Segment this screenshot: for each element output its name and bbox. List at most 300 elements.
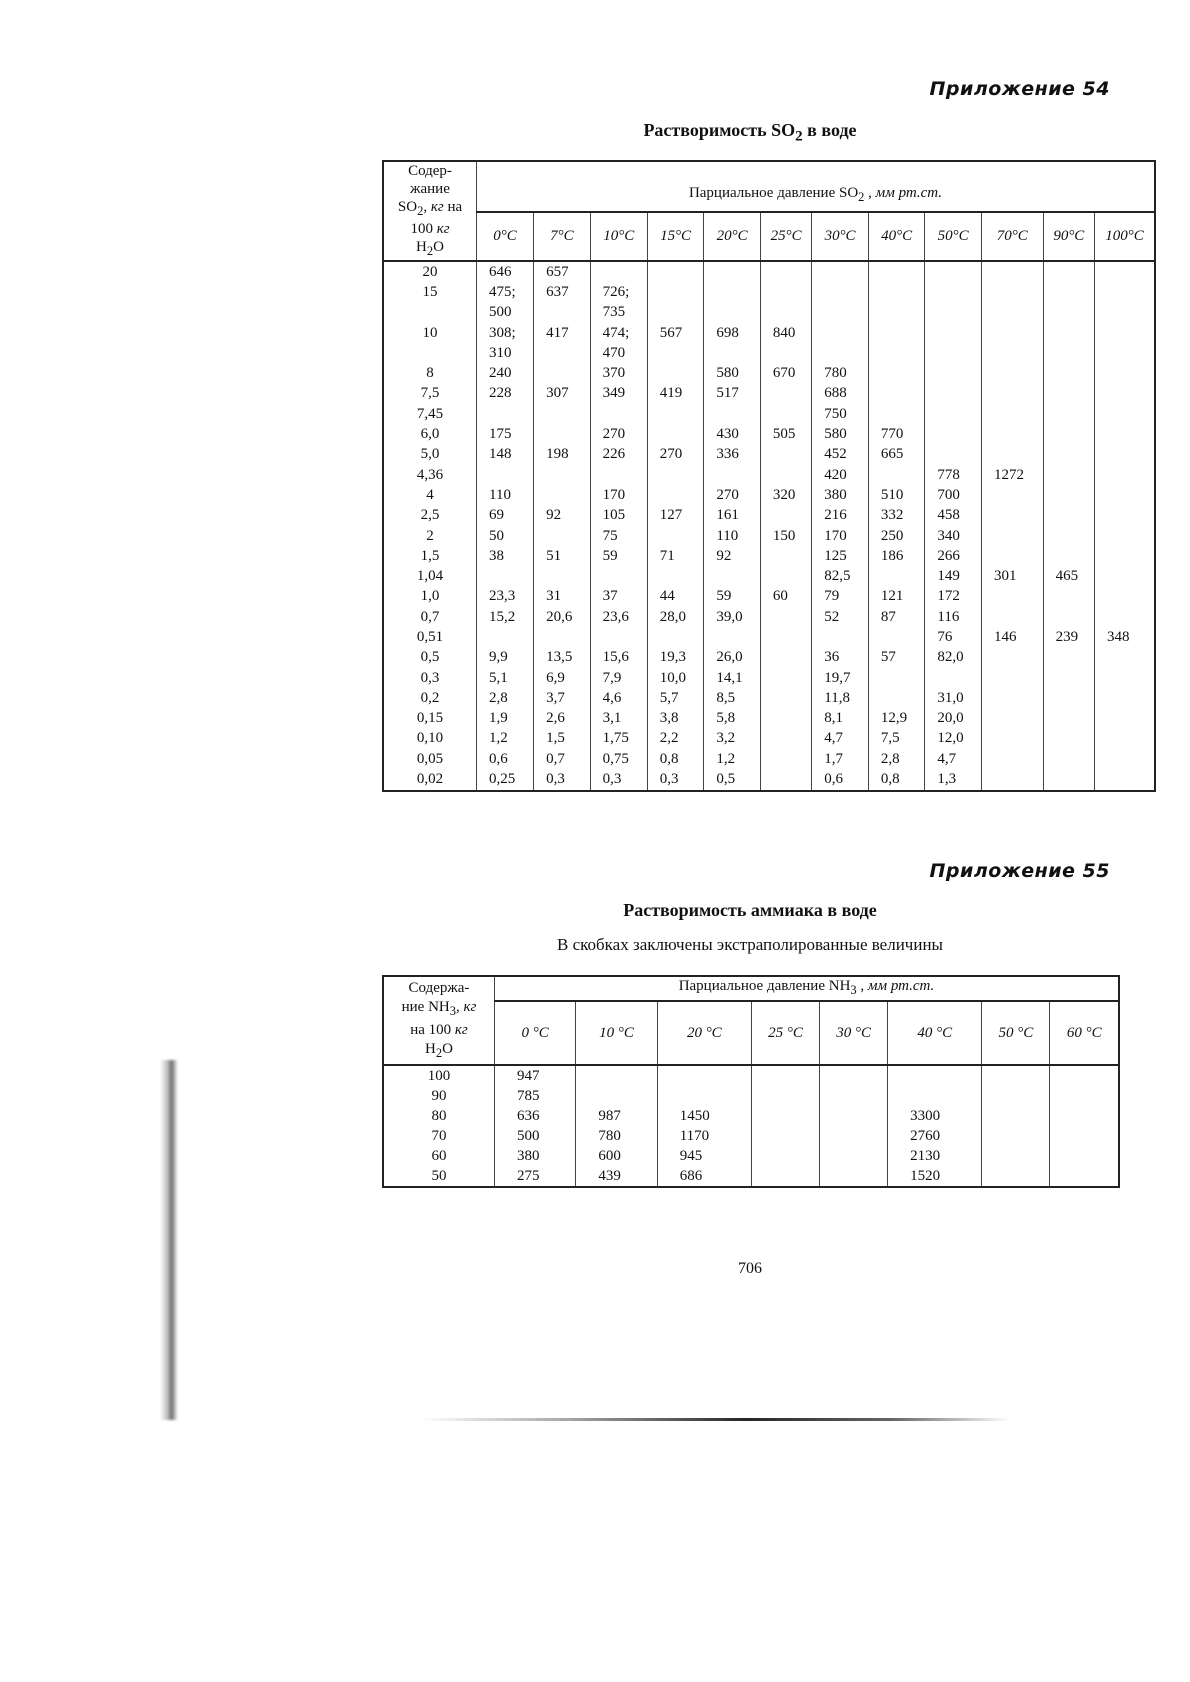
pressure-cell <box>1043 445 1094 465</box>
pressure-cell <box>534 566 591 586</box>
pressure-cell <box>534 363 591 383</box>
pressure-cell <box>1095 384 1155 404</box>
pressure-cell: 13,5 <box>534 648 591 668</box>
table-row <box>383 668 1155 688</box>
pressure-cell <box>925 282 982 302</box>
pressure-cell <box>981 506 1043 526</box>
pressure-cell <box>820 1086 888 1106</box>
pressure-cell <box>981 688 1043 708</box>
content-cell: 0,05 <box>383 749 477 769</box>
pressure-cell <box>1043 465 1094 485</box>
table-row <box>383 404 1155 424</box>
pressure-cell: 3,2 <box>704 729 761 749</box>
pressure-cell: 657 <box>534 261 591 282</box>
pressure-cell <box>704 404 761 424</box>
so2-solubility-table <box>382 160 1156 792</box>
pressure-cell <box>868 363 925 383</box>
pressure-cell: 20,6 <box>534 607 591 627</box>
pressure-cell <box>981 404 1043 424</box>
pressure-cell <box>1050 1086 1119 1106</box>
pressure-cell: 19,3 <box>647 648 704 668</box>
pressure-cell: 320 <box>760 485 811 505</box>
pressure-cell: 69 <box>477 506 534 526</box>
pressure-cell: 2760 <box>888 1126 982 1146</box>
pressure-cell: 474; <box>590 323 647 343</box>
pressure-cell <box>925 323 982 343</box>
pressure-cell <box>1050 1106 1119 1126</box>
pressure-cell: 12,0 <box>925 729 982 749</box>
pressure-cell: 19,7 <box>812 668 869 688</box>
pressure-cell <box>981 343 1043 363</box>
pressure-cell <box>477 465 534 485</box>
content-cell: 5,0 <box>383 445 477 465</box>
pressure-cell: 458 <box>925 506 982 526</box>
pressure-cell <box>925 303 982 323</box>
appendix-55-label: Приложение 55 <box>929 860 1110 882</box>
pressure-cell: 637 <box>534 282 591 302</box>
pressure-cell: 250 <box>868 526 925 546</box>
table-row <box>383 749 1155 769</box>
content-cell: 0,5 <box>383 648 477 668</box>
pressure-cell <box>534 485 591 505</box>
pressure-cell: 226 <box>590 445 647 465</box>
pressure-cell: 4,6 <box>590 688 647 708</box>
pressure-cell <box>1043 261 1094 282</box>
pressure-cell: 1,7 <box>812 749 869 769</box>
pressure-cell: 1170 <box>657 1126 751 1146</box>
pressure-cell: 161 <box>704 506 761 526</box>
table-row <box>383 526 1155 546</box>
pressure-cell <box>1043 729 1094 749</box>
pressure-cell <box>751 1146 819 1166</box>
pressure-cell <box>1095 546 1155 566</box>
pressure-cell: 349 <box>590 384 647 404</box>
content-cell: 90 <box>383 1086 495 1106</box>
pressure-cell: 228 <box>477 384 534 404</box>
pressure-cell <box>812 261 869 282</box>
pressure-cell: 475; <box>477 282 534 302</box>
pressure-cell <box>647 261 704 282</box>
temperature-header: 50°C <box>925 212 982 261</box>
partial-pressure-header: Парциальное давление $SO_2$ , мм рт.ст. <box>477 161 1156 212</box>
pressure-cell <box>647 282 704 302</box>
scan-shadow-artifact <box>160 1060 178 1420</box>
pressure-cell: 8,1 <box>812 709 869 729</box>
pressure-cell <box>1043 587 1094 607</box>
pressure-cell <box>760 729 811 749</box>
pressure-cell: 688 <box>812 384 869 404</box>
content-cell: 0,2 <box>383 688 477 708</box>
pressure-cell <box>1050 1126 1119 1146</box>
appendix-54-label: Приложение 54 <box>929 78 1110 100</box>
pressure-cell <box>1095 424 1155 444</box>
pressure-cell <box>657 1086 751 1106</box>
pressure-cell <box>751 1126 819 1146</box>
pressure-cell <box>1043 485 1094 505</box>
pressure-cell: 510 <box>868 485 925 505</box>
ammonia-solubility-table <box>382 975 1120 1188</box>
pressure-cell <box>647 303 704 323</box>
pressure-cell: 28,0 <box>647 607 704 627</box>
pressure-cell <box>590 465 647 485</box>
pressure-cell <box>981 363 1043 383</box>
pressure-cell: 430 <box>704 424 761 444</box>
pressure-cell: 270 <box>704 485 761 505</box>
pressure-cell <box>1095 465 1155 485</box>
table-row <box>383 506 1155 526</box>
content-cell: 70 <box>383 1126 495 1146</box>
pressure-cell: 348 <box>1095 627 1155 647</box>
pressure-cell <box>981 384 1043 404</box>
pressure-cell: 92 <box>704 546 761 566</box>
content-cell: 1,04 <box>383 566 477 586</box>
pressure-cell: 146 <box>981 627 1043 647</box>
pressure-cell: 670 <box>760 363 811 383</box>
pressure-cell: 0,7 <box>534 749 591 769</box>
pressure-cell: 580 <box>704 363 761 383</box>
pressure-cell: 59 <box>704 587 761 607</box>
pressure-cell <box>760 282 811 302</box>
table-row <box>383 343 1155 363</box>
table-row <box>383 1065 1119 1086</box>
pressure-cell: 419 <box>647 384 704 404</box>
pressure-cell: 470 <box>590 343 647 363</box>
pressure-cell <box>868 343 925 363</box>
content-cell: 0,10 <box>383 729 477 749</box>
pressure-cell: 20,0 <box>925 709 982 729</box>
pressure-cell <box>760 506 811 526</box>
pressure-cell: 2,8 <box>868 749 925 769</box>
pressure-cell: 15,6 <box>590 648 647 668</box>
pressure-cell <box>925 424 982 444</box>
temperature-header: 90°C <box>1043 212 1094 261</box>
pressure-cell: 175 <box>477 424 534 444</box>
pressure-cell <box>981 587 1043 607</box>
pressure-cell <box>1095 749 1155 769</box>
temperature-header: 25 °C <box>751 1001 819 1065</box>
pressure-cell <box>1043 384 1094 404</box>
pressure-cell <box>981 282 1043 302</box>
temperature-header: 15°C <box>647 212 704 261</box>
pressure-cell: 275 <box>495 1166 576 1187</box>
pressure-cell: 125 <box>812 546 869 566</box>
table-row <box>383 1146 1119 1166</box>
content-cell: 6,0 <box>383 424 477 444</box>
table-row <box>383 384 1155 404</box>
pressure-cell: 1,2 <box>704 749 761 769</box>
pressure-cell: 5,1 <box>477 668 534 688</box>
pressure-cell <box>1095 566 1155 586</box>
temperature-header: 20°C <box>704 212 761 261</box>
table-row <box>383 1106 1119 1126</box>
pressure-cell: 370 <box>590 363 647 383</box>
pressure-cell <box>760 404 811 424</box>
pressure-cell <box>1043 648 1094 668</box>
pressure-cell: 1,75 <box>590 729 647 749</box>
pressure-cell <box>982 1106 1050 1126</box>
pressure-cell <box>981 709 1043 729</box>
pressure-cell: 700 <box>925 485 982 505</box>
pressure-cell: 0,3 <box>647 769 704 790</box>
content-cell: 20 <box>383 261 477 282</box>
pressure-cell: 947 <box>495 1065 576 1086</box>
pressure-cell: 0,8 <box>647 749 704 769</box>
pressure-cell: 840 <box>760 323 811 343</box>
table-row <box>383 688 1155 708</box>
pressure-cell <box>751 1166 819 1187</box>
pressure-cell <box>647 424 704 444</box>
content-cell: 0,3 <box>383 668 477 688</box>
table-row <box>383 709 1155 729</box>
content-cell: 0,02 <box>383 769 477 790</box>
pressure-cell <box>647 485 704 505</box>
pressure-cell <box>868 404 925 424</box>
pressure-cell: 3,1 <box>590 709 647 729</box>
pressure-cell: 14,1 <box>704 668 761 688</box>
pressure-cell: 37 <box>590 587 647 607</box>
pressure-cell <box>1043 688 1094 708</box>
temperature-header: 60 °C <box>1050 1001 1119 1065</box>
pressure-cell <box>590 566 647 586</box>
pressure-cell <box>1043 607 1094 627</box>
pressure-cell <box>925 384 982 404</box>
pressure-cell <box>1043 546 1094 566</box>
pressure-cell: 3300 <box>888 1106 982 1126</box>
pressure-cell <box>981 526 1043 546</box>
pressure-cell: 987 <box>576 1106 657 1126</box>
pressure-cell: 127 <box>647 506 704 526</box>
pressure-cell: 23,3 <box>477 587 534 607</box>
pressure-cell <box>982 1086 1050 1106</box>
content-cell: 1,0 <box>383 587 477 607</box>
pressure-cell: 149 <box>925 566 982 586</box>
table-row <box>383 485 1155 505</box>
pressure-cell: 308; <box>477 323 534 343</box>
pressure-cell <box>760 688 811 708</box>
pressure-cell <box>1043 506 1094 526</box>
pressure-cell: 172 <box>925 587 982 607</box>
pressure-cell: 1,3 <box>925 769 982 790</box>
pressure-cell: 76 <box>925 627 982 647</box>
table-row <box>383 607 1155 627</box>
pressure-cell <box>1043 526 1094 546</box>
pressure-cell: 170 <box>812 526 869 546</box>
pressure-cell <box>1095 526 1155 546</box>
table-row <box>383 648 1155 668</box>
pressure-cell: 4,7 <box>925 749 982 769</box>
pressure-cell <box>760 749 811 769</box>
pressure-cell: 735 <box>590 303 647 323</box>
pressure-cell <box>1095 769 1155 790</box>
pressure-cell <box>534 343 591 363</box>
pressure-cell <box>925 404 982 424</box>
pressure-cell: 3,7 <box>534 688 591 708</box>
pressure-cell: 116 <box>925 607 982 627</box>
table-row <box>383 546 1155 566</box>
pressure-cell <box>704 343 761 363</box>
table-row <box>383 323 1155 343</box>
pressure-cell <box>704 566 761 586</box>
pressure-cell <box>868 384 925 404</box>
pressure-cell <box>534 303 591 323</box>
pressure-cell <box>812 323 869 343</box>
pressure-cell: 87 <box>868 607 925 627</box>
pressure-cell <box>868 465 925 485</box>
pressure-cell: 0,6 <box>477 749 534 769</box>
pressure-cell: 105 <box>590 506 647 526</box>
pressure-cell: 785 <box>495 1086 576 1106</box>
pressure-cell: 439 <box>576 1166 657 1187</box>
pressure-cell: 60 <box>760 587 811 607</box>
pressure-cell: 567 <box>647 323 704 343</box>
pressure-cell: 1450 <box>657 1106 751 1126</box>
pressure-cell <box>647 526 704 546</box>
pressure-cell <box>760 709 811 729</box>
pressure-cell <box>868 323 925 343</box>
pressure-cell: 38 <box>477 546 534 566</box>
pressure-cell <box>925 668 982 688</box>
pressure-cell: 2,8 <box>477 688 534 708</box>
pressure-cell: 580 <box>812 424 869 444</box>
pressure-cell <box>751 1106 819 1126</box>
pressure-cell <box>760 607 811 627</box>
pressure-cell: 5,7 <box>647 688 704 708</box>
content-cell: 0,51 <box>383 627 477 647</box>
pressure-cell <box>981 485 1043 505</box>
pressure-cell <box>760 648 811 668</box>
pressure-cell: 517 <box>704 384 761 404</box>
pressure-cell <box>704 627 761 647</box>
pressure-cell <box>590 627 647 647</box>
content-cell: 4,36 <box>383 465 477 485</box>
pressure-cell <box>981 303 1043 323</box>
pressure-cell <box>981 769 1043 790</box>
pressure-cell <box>1095 343 1155 363</box>
pressure-cell <box>812 303 869 323</box>
pressure-cell <box>868 303 925 323</box>
pressure-cell <box>981 424 1043 444</box>
pressure-cell <box>647 343 704 363</box>
pressure-cell: 150 <box>760 526 811 546</box>
pressure-cell: 698 <box>704 323 761 343</box>
pressure-cell <box>1095 506 1155 526</box>
pressure-cell <box>820 1166 888 1187</box>
pressure-cell <box>704 261 761 282</box>
pressure-cell: 340 <box>925 526 982 546</box>
pressure-cell: 44 <box>647 587 704 607</box>
pressure-cell: 7,5 <box>868 729 925 749</box>
pressure-cell <box>760 668 811 688</box>
pressure-cell: 780 <box>576 1126 657 1146</box>
content-cell: 2 <box>383 526 477 546</box>
content-column-header: Содер- жание $SO_2$, кг на 100 кг $H_2O$ <box>383 161 477 261</box>
pressure-cell: 380 <box>495 1146 576 1166</box>
pressure-cell: 332 <box>868 506 925 526</box>
pressure-cell <box>981 749 1043 769</box>
pressure-cell: 646 <box>477 261 534 282</box>
pressure-cell: 600 <box>576 1146 657 1166</box>
pressure-cell <box>1043 424 1094 444</box>
content-cell: 10 <box>383 323 477 343</box>
pressure-cell: 336 <box>704 445 761 465</box>
pressure-cell <box>760 769 811 790</box>
temperature-header: 10 °C <box>576 1001 657 1065</box>
pressure-cell: 665 <box>868 445 925 465</box>
pressure-cell <box>1095 485 1155 505</box>
content-cell: 0,15 <box>383 709 477 729</box>
pressure-cell <box>760 465 811 485</box>
pressure-cell <box>1043 709 1094 729</box>
pressure-cell: 7,9 <box>590 668 647 688</box>
pressure-cell: 186 <box>868 546 925 566</box>
pressure-cell <box>590 261 647 282</box>
pressure-cell: 57 <box>868 648 925 668</box>
pressure-cell: 452 <box>812 445 869 465</box>
pressure-cell <box>1095 303 1155 323</box>
pressure-cell: 270 <box>590 424 647 444</box>
pressure-cell: 31,0 <box>925 688 982 708</box>
pressure-cell: 1,9 <box>477 709 534 729</box>
temperature-header: 40 °C <box>888 1001 982 1065</box>
pressure-cell <box>812 282 869 302</box>
pressure-cell <box>760 343 811 363</box>
table-row <box>383 424 1155 444</box>
pressure-cell: 500 <box>495 1126 576 1146</box>
pressure-cell <box>1043 303 1094 323</box>
pressure-cell <box>590 404 647 424</box>
temperature-header: 7°C <box>534 212 591 261</box>
table-row <box>383 1166 1119 1187</box>
pressure-cell <box>534 465 591 485</box>
pressure-cell <box>888 1065 982 1086</box>
table-row <box>383 1086 1119 1106</box>
pressure-cell: 75 <box>590 526 647 546</box>
pressure-cell <box>981 546 1043 566</box>
pressure-cell: 0,8 <box>868 769 925 790</box>
partial-pressure-header: Парциальное давление $NH_3$ , мм рт.ст. <box>495 976 1120 1001</box>
temperature-header: 0°C <box>477 212 534 261</box>
pressure-cell <box>820 1126 888 1146</box>
pressure-cell <box>1095 363 1155 383</box>
temperature-header: 70°C <box>981 212 1043 261</box>
pressure-cell <box>647 404 704 424</box>
pressure-cell: 686 <box>657 1166 751 1187</box>
pressure-cell <box>760 546 811 566</box>
content-cell: 1,5 <box>383 546 477 566</box>
pressure-cell: 10,0 <box>647 668 704 688</box>
pressure-cell: 636 <box>495 1106 576 1126</box>
pressure-cell: 0,3 <box>590 769 647 790</box>
content-cell: 60 <box>383 1146 495 1166</box>
scan-line-artifact <box>420 1418 1010 1421</box>
pressure-cell: 121 <box>868 587 925 607</box>
pressure-cell <box>1095 729 1155 749</box>
pressure-cell <box>1095 445 1155 465</box>
table-row <box>383 363 1155 383</box>
table-54-title: Растворимость $SO_2$ в воде <box>643 120 857 145</box>
pressure-cell <box>1050 1166 1119 1187</box>
pressure-cell <box>982 1146 1050 1166</box>
pressure-cell: 0,25 <box>477 769 534 790</box>
table-row <box>383 769 1155 790</box>
pressure-cell <box>751 1086 819 1106</box>
pressure-cell: 310 <box>477 343 534 363</box>
pressure-cell <box>1050 1065 1119 1086</box>
pressure-cell <box>477 404 534 424</box>
temperature-header: 100°C <box>1095 212 1155 261</box>
pressure-cell <box>1095 587 1155 607</box>
pressure-cell <box>981 668 1043 688</box>
